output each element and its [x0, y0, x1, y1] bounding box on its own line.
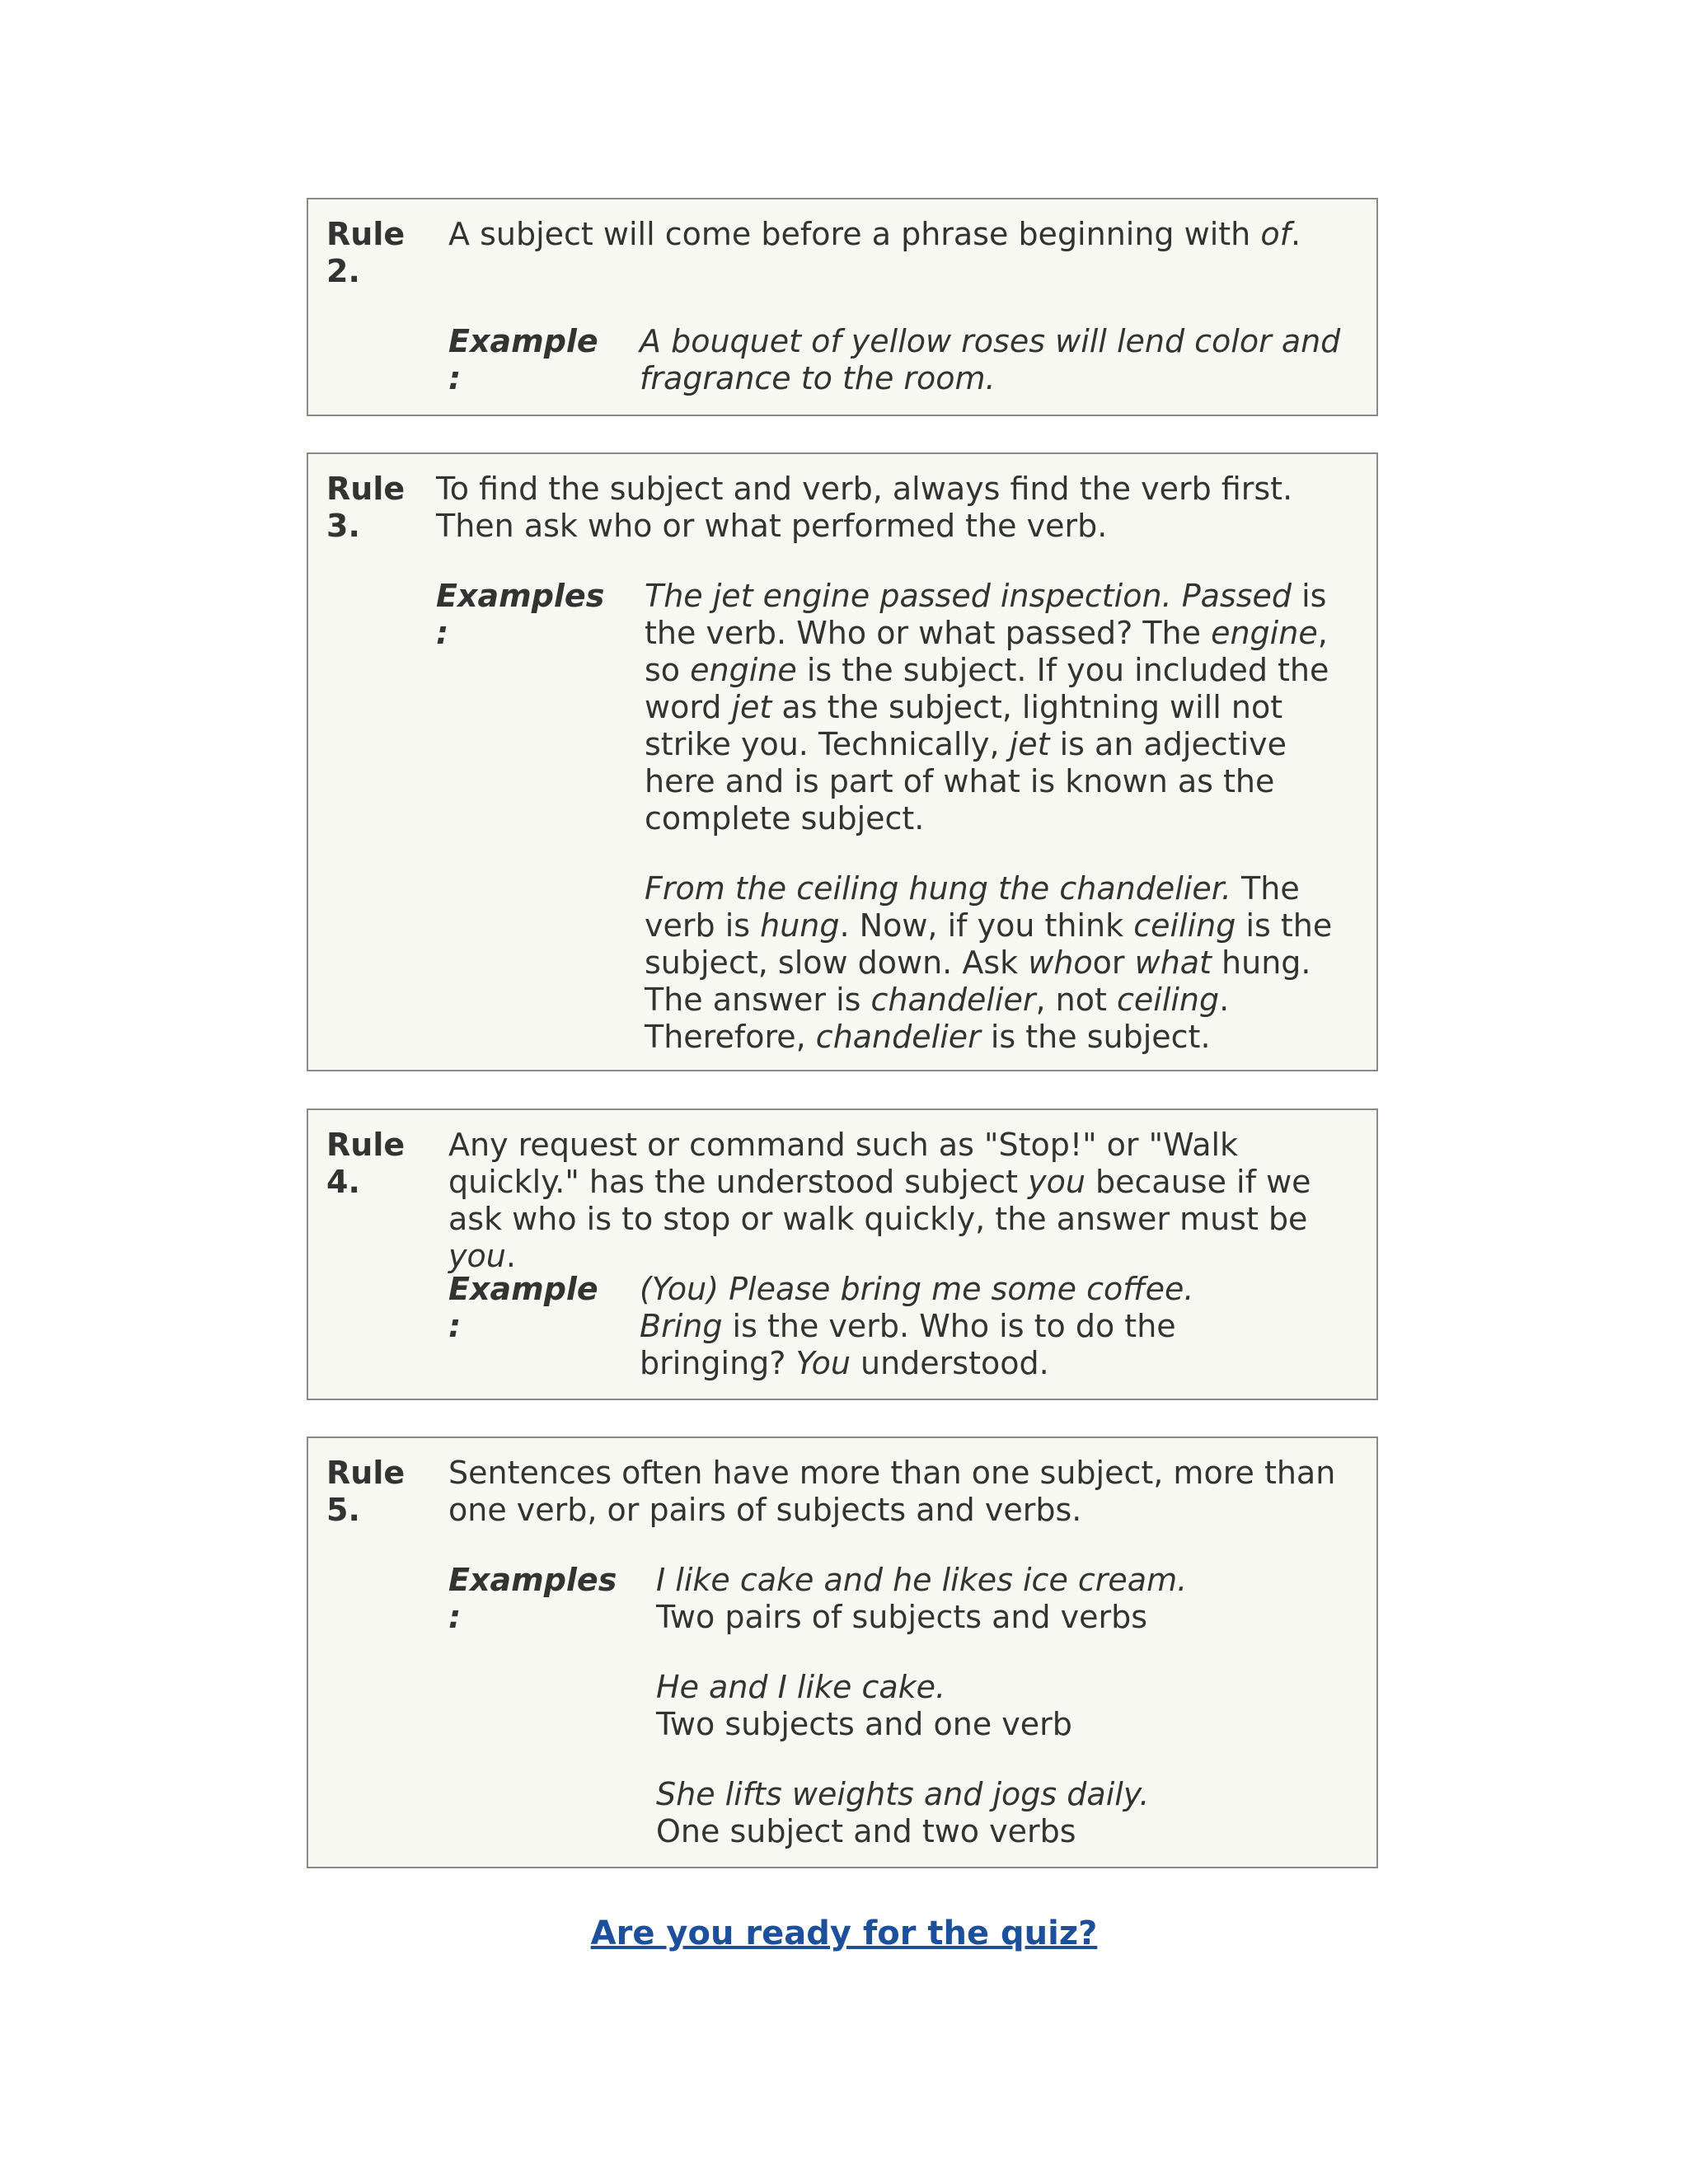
rule-5-box	[307, 1436, 1378, 1868]
rule-5-example-2: He and I like cake. Two subjects and one verb	[656, 1669, 1072, 1742]
rule-2-text: A subject will come before a phrase beginning with of.	[448, 216, 1301, 252]
rule-5-text: Sentences often have more than one subject, more than one verb, or pairs of subjects and verbs.	[448, 1455, 1336, 1528]
rule-2-box	[307, 198, 1378, 416]
rule-4-text: Any request or command such as "Stop!" or "Walk quickly." has the understood subject you because if we ask who is to stop or walk quickly, the answer must be you.	[448, 1127, 1311, 1274]
rule-5-label: Rule 5.	[326, 1455, 406, 1528]
rule-3-text: To find the subject and verb, always find the verb first. Then ask who or what performed the verb.	[436, 471, 1293, 544]
rule-4-box	[307, 1108, 1378, 1400]
rule-2-example-label: Example :	[448, 323, 598, 396]
rule-5-example-3: She lifts weights and jogs daily. One subject and two verbs	[656, 1776, 1150, 1849]
rule-4-example: (You) Please bring me some coffee. Bring is the verb. Who is to do the bringing? You understood.	[640, 1271, 1194, 1381]
rule-3-box	[307, 452, 1378, 1071]
rule-3-example-label: Examples :	[436, 578, 605, 651]
rule-2-label: Rule 2.	[326, 216, 406, 289]
rule-4-label: Rule 4.	[326, 1127, 406, 1200]
rule-5-examples	[656, 1562, 1362, 1850]
rule-3-example-1: The jet engine passed inspection. Passed is the verb. Who or what passed? The engine, so engine is the subject. If you included the word jet as the subject, lightning will not strike you. Technically, jet is an adjective here and is part of what is known as the complete subject.	[645, 578, 1329, 837]
rule-3-label: Rule 3.	[326, 471, 406, 544]
rule-5-example-1: I like cake and he likes ice cream. Two pairs of subjects and verbs	[656, 1562, 1188, 1635]
rule-5-example-label: Examples :	[448, 1562, 617, 1635]
rule-3-examples	[645, 578, 1362, 1056]
quiz-link[interactable]: Are you ready for the quiz?	[590, 1915, 1098, 1952]
rule-3-example-2: From the ceiling hung the chandelier. The verb is hung. Now, if you think ceiling is the subject, slow down. Ask whoor what hung. The answer is chandelier, not ceiling. Therefore, chandelier is the subject.	[645, 870, 1333, 1055]
rule-4-example-label: Example :	[448, 1271, 598, 1344]
rule-2-example: A bouquet of yellow roses will lend color and fragrance to the room.	[640, 323, 1341, 396]
